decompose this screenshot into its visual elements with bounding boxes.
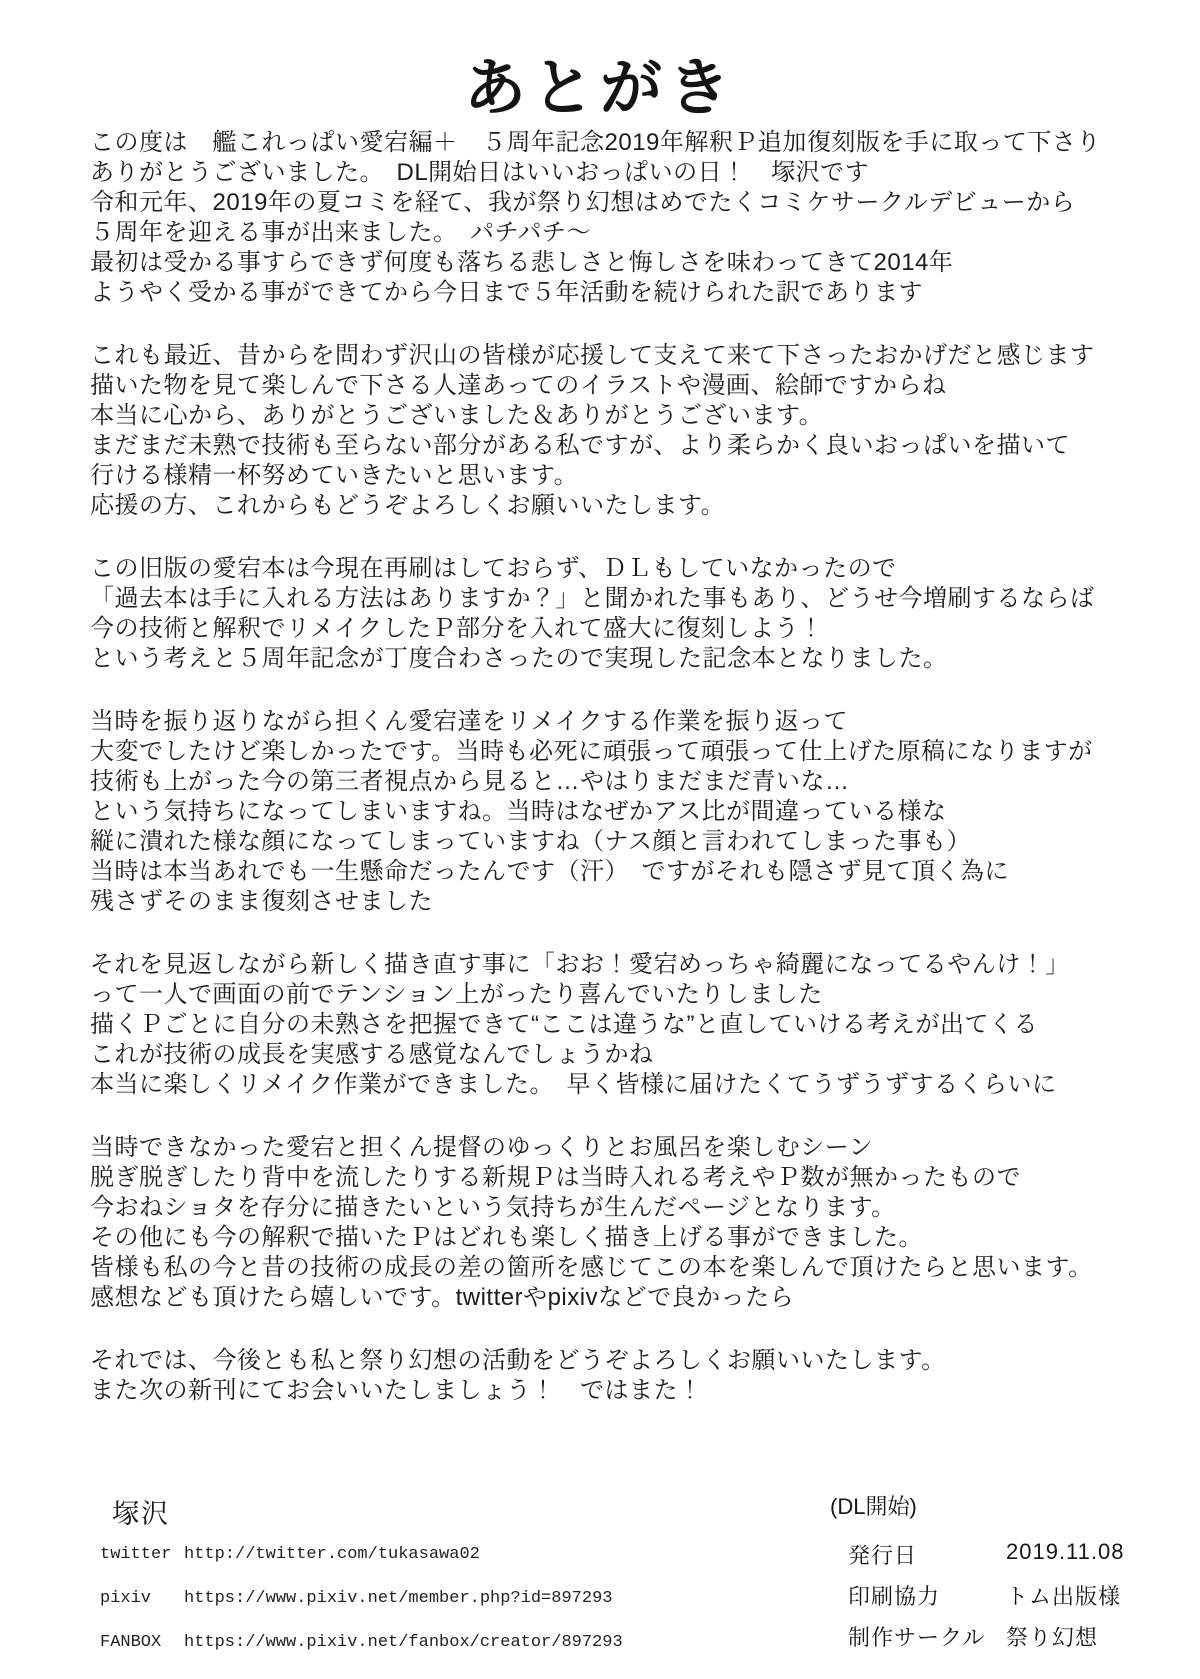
contact-link-row bbox=[100, 1633, 623, 1677]
colophon-row bbox=[828, 1621, 1124, 1662]
paragraph: 当時できなかった愛宕と担くん提督のゆっくりとお風呂を楽しむシーン 脱ぎ脱ぎしたり背中を流したりする新規Ｐは当時入れる考えやＰ数が無かったもので 今おねショタを存分に描きたいという気持ちが生んだページとなります。 その他にも今の解釈で描いたＰはどれも楽しく描き上げる事ができました。 皆様も私の今と昔の技術の成長の差の箇所を感じてこの本を楽しんで頂けたらと思います。 感想なども頂けたら嬉しいです。twitterやpixivなどで良かったら bbox=[90, 1134, 1093, 1311]
contact-link-url: https://www.pixiv.net/member.php?id=897293 bbox=[184, 1589, 613, 1608]
afterword-body bbox=[90, 128, 1154, 1439]
contact-links bbox=[100, 1545, 623, 1677]
colophon-row bbox=[828, 1539, 1124, 1580]
author-name: 塚沢 bbox=[112, 1499, 170, 1529]
paragraph: それでは、今後とも私と祭り幻想の活動をどうぞよろしくお願いいたします。 また次の新刊にてお会いいたしましょう！ ではまた！ bbox=[90, 1347, 946, 1404]
colophon-label: 発行日 bbox=[848, 1543, 918, 1568]
paragraph: それを見返しながら新しく描き直す事に「おお！愛宕めっちゃ綺麗になってるやんけ！」 って一人で画面の前でテンション上がったり喜んでいたりしました 描くＰごとに自分の未熟さを把握できて“ここは違うな”と直していける考えが出てくる これが技術の成長を実感する感覚なんでしょうかね 本当に楽しくリメイク作業ができました。 早く皆様に届けたくてうずうずするくらいに bbox=[90, 951, 1070, 1098]
contact-link-url: https://www.pixiv.net/fanbox/creator/897293 bbox=[184, 1633, 623, 1652]
colophon-value: トム出版様 bbox=[1006, 1584, 1122, 1609]
contact-link-row bbox=[100, 1589, 623, 1633]
paragraph: この旧版の愛宕本は今現在再刷はしておらず、ＤＬもしていなかったので 「過去本は手に入れる方法はありますか？」と聞かれた事もあり、どうせ今増刷するならば 今の技術と解釈でリメイクしたＰ部分を入れて盛大に復刻しよう！ という考えと５周年記念が丁度合わさったので実現した記念本となりました。 bbox=[90, 555, 1095, 672]
paragraph: これも最近、昔からを問わず沢山の皆様が応援して支えて来て下さったおかげだと感じます 描いた物を見て楽しんで下さる人達あってのイラストや漫画、絵師ですからね 本当に心から、ありがとうございました＆ありがとうございます。 まだまだ未熟で技術も至らない部分がある私ですが、より柔らかく良いおっぱいを描いて 行ける様精一杯努めていきたいと思います。 応援の方、これからもどうぞよろしくお願いいたします。 bbox=[90, 342, 1095, 519]
contact-link-row bbox=[100, 1545, 623, 1589]
colophon-value: 2019.11.08 bbox=[1006, 1539, 1125, 1564]
contact-link-label: pixiv bbox=[100, 1589, 152, 1608]
colophon-row bbox=[828, 1580, 1124, 1621]
colophon-rows bbox=[828, 1539, 1124, 1662]
contact-link-label: twitter bbox=[100, 1545, 172, 1564]
contact-link-label: FANBOX bbox=[100, 1633, 162, 1652]
colophon-block bbox=[828, 1490, 1124, 1662]
colophon-value: 祭り幻想 bbox=[1006, 1625, 1099, 1650]
page-title: あとがき bbox=[463, 51, 736, 124]
paragraph: 当時を振り返りながら担くん愛宕達をリメイクする作業を振り返って 大変でしたけど楽しかったです。当時も必死に頑張って頑張って仕上げた原稿になりますが 技術も上がった今の第三者視点から見ると…やはりまだまだ青いな… という気持ちになってしまいますね。当時はなぜかアス比が間違っている様な 縦に潰れた様な顔になってしまっていますね（ナス顔と言われてしまった事も） 当時は本当あれでも一生懸命だったんです（汗） ですがそれも隠さず見て頂く為に 残さずそのまま復刻させました bbox=[90, 708, 1093, 915]
colophon-label: 制作サークル bbox=[848, 1625, 986, 1650]
author-contact-block bbox=[100, 1492, 623, 1677]
contact-link-url: http://twitter.com/tukasawa02 bbox=[184, 1545, 480, 1564]
colophon-label: 印刷協力 bbox=[848, 1584, 941, 1609]
paragraph: この度は 艦これっぱい愛宕編＋ ５周年記念2019年解釈Ｐ追加復刻版を手に取って下さり ありがとうございました。 DL開始日はいいおっぱいの日！ 塚沢です 令和元年、2019年の夏コミを経て、我が祭り幻想はめでたくコミケサークルデビューから ５周年を迎える事が出来ました。 パチパチ～ 最初は受かる事すらできず何度も落ちる悲しさと悔しさを味わってきて2014年 ようやく受かる事ができてから今日まで５年活動を続けられた訳であります bbox=[90, 129, 1101, 306]
dl-start-note: (DL開始) bbox=[830, 1494, 917, 1519]
